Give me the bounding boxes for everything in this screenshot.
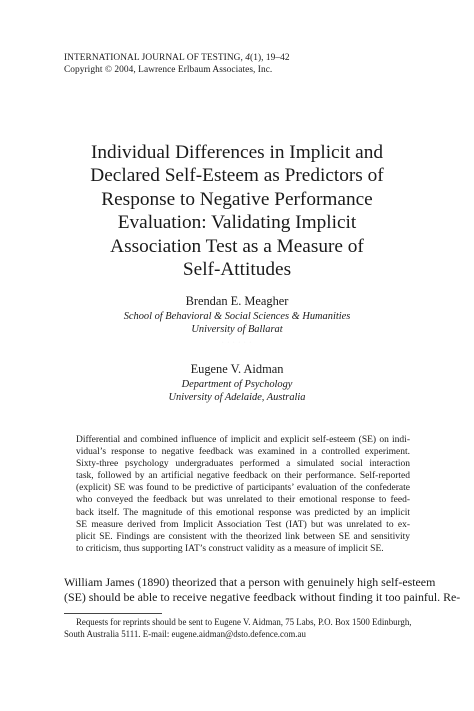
- footnote-line: Requests for reprints should be sent to Eugene V. Aidman, 75 Labs, P.O. Box 1500 Edinburgh,: [76, 617, 412, 627]
- footnote-line: South Australia 5111. E-mail: eugene.aidman@dsto.defence.com.au: [64, 629, 306, 640]
- title-line: Evaluation: Validating Implicit: [117, 212, 357, 234]
- body-paragraph: [64, 575, 461, 606]
- abstract-line: who conveyed the feedback but was unrelated to their emotional response to feed-: [76, 495, 410, 506]
- abstract: [76, 434, 410, 555]
- journal-header: [64, 53, 290, 76]
- article-title: [60, 141, 414, 281]
- title-line: Individual Differences in Implicit and: [91, 142, 383, 163]
- author-name: Brendan E. Meagher: [185, 294, 289, 308]
- abstract-line: Differential and combined influence of implicit and explicit self-esteem (SE) on indi-: [76, 435, 410, 445]
- body-line: William James (1890) theorized that a person with genuinely high self-esteem: [64, 575, 436, 589]
- author-affiliation: Department of Psychology: [181, 379, 293, 390]
- abstract-line: back itself. The magnitude of this emotional response was predicted by an implicit: [76, 507, 410, 518]
- abstract-line: task, followed by an artificial negative feedback on their performance. Self-reported: [76, 471, 410, 482]
- faint-watermark: · · · · · ·: [221, 339, 253, 346]
- journal-name: INTERNATIONAL JOURNAL OF TESTING,: [64, 53, 246, 63]
- title-line: Response to Negative Performance: [101, 188, 373, 210]
- copyright-line: Copyright © 2004, Lawrence Erlbaum Associates, Inc.: [64, 64, 273, 75]
- title-line: Association Test as a Measure of: [110, 235, 364, 257]
- journal-volume: 4: [245, 53, 251, 63]
- author-affiliation: University of Ballarat: [191, 324, 283, 336]
- author-name: Eugene V. Aidman: [190, 362, 284, 376]
- title-line: Self-Attitudes: [182, 259, 292, 281]
- journal-citation: [64, 53, 290, 65]
- abstract-line: vidual’s response to negative feedback was examined in a controlled experiment.: [76, 447, 410, 458]
- title-line: Declared Self-Esteem as Predictors of: [90, 165, 384, 187]
- author-block-1: [60, 293, 414, 349]
- author-affiliation: University of Adelaide, Australia: [168, 392, 306, 404]
- abstract-line: (explicit) SE was found to be predictive of participants’ evaluation of the confederate: [76, 483, 410, 494]
- abstract-line: SE measure derived from Implicit Association Test (IAT) but was unrelated to ex-: [76, 519, 410, 530]
- footnote: [64, 616, 418, 641]
- body-line: (SE) should be able to receive negative feedback without finding it too painful. Re-: [64, 590, 461, 605]
- abstract-line: Sixty-three psychology undergraduates performed a simulated social interaction: [76, 459, 410, 470]
- abstract-line: to criticism, thus supporting IAT’s construct validity as a measure of implicit SE.: [76, 543, 384, 554]
- journal-issue-pages: (1), 19–42: [250, 53, 290, 63]
- abstract-line: plicit SE. Findings are consistent with the theorized link between SE and sensitivity: [76, 531, 410, 542]
- author-block-2: [60, 361, 414, 405]
- footnote-divider: [64, 613, 162, 614]
- author-affiliation: School of Behavioral & Social Sciences & Humanities: [123, 311, 351, 322]
